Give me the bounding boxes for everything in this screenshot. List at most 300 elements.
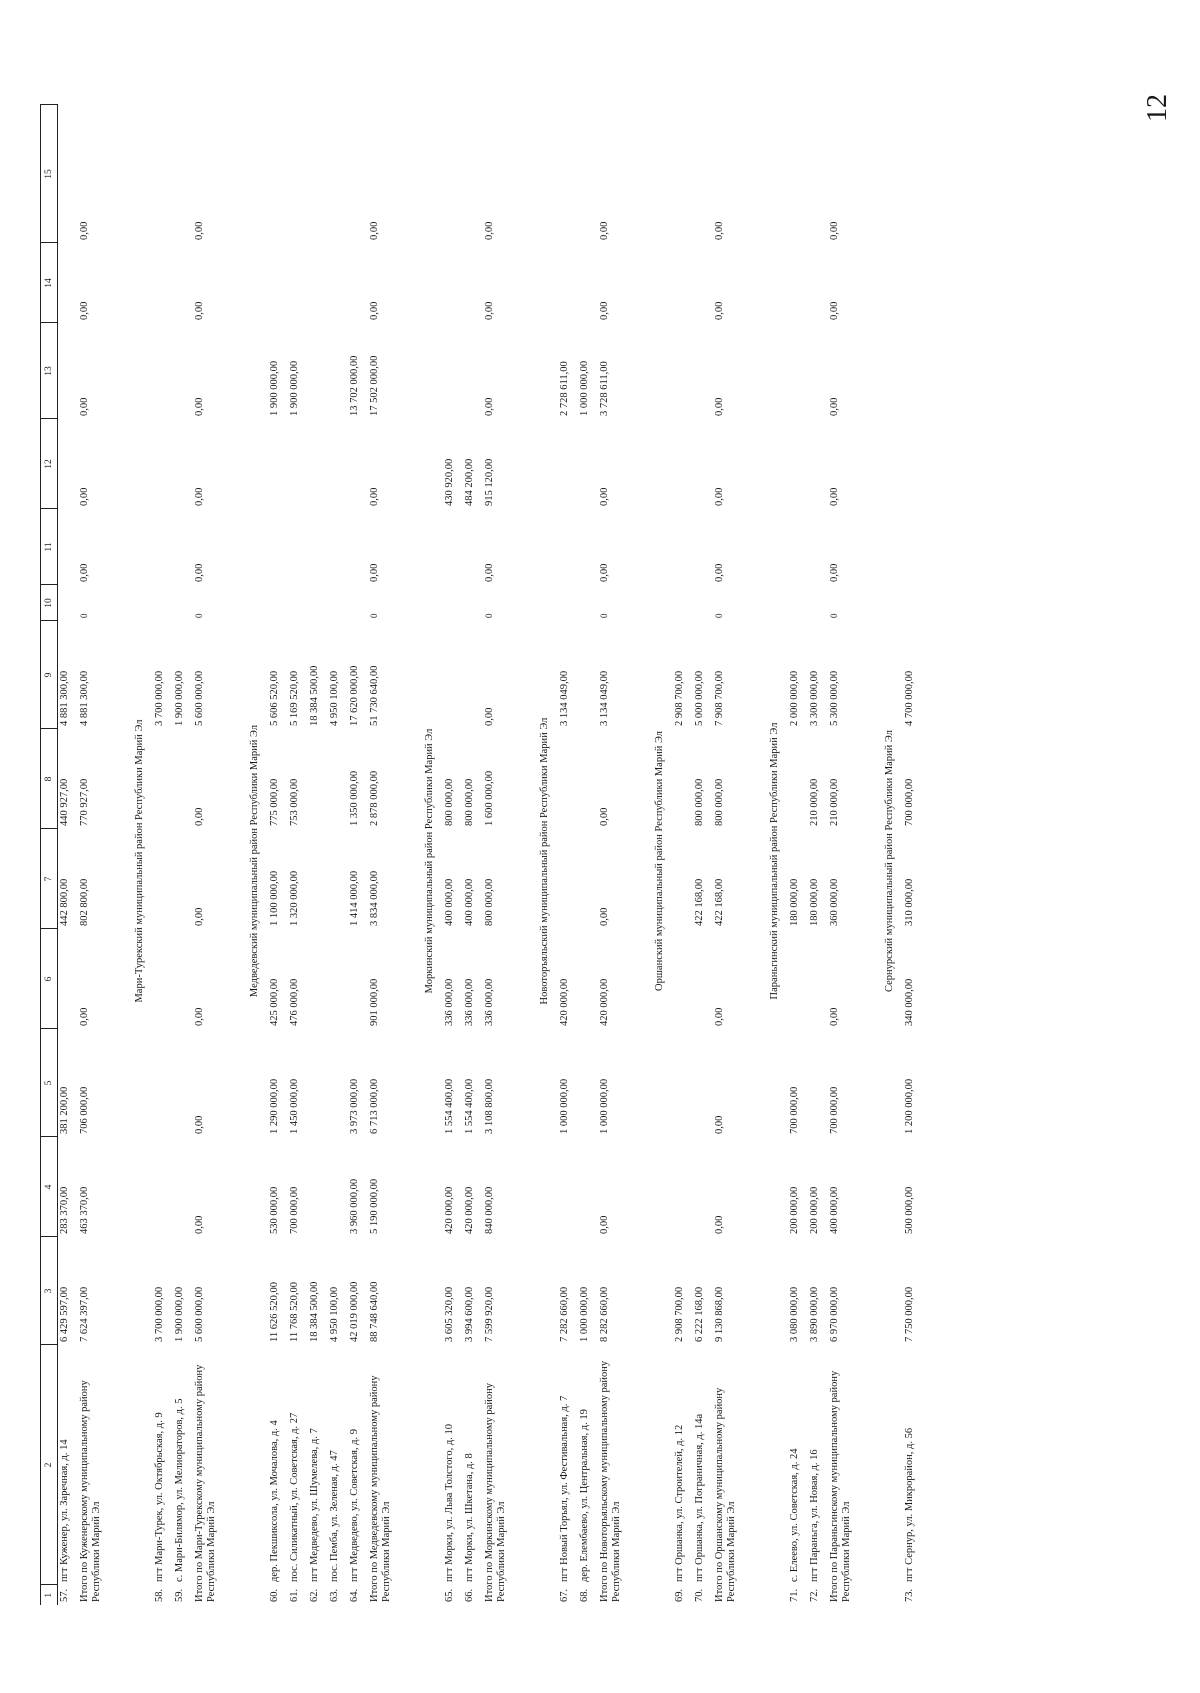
value-cell: 3 700 000,00: [154, 1286, 165, 1342]
value-cell: 800 000,00: [444, 778, 455, 826]
value-cell: 283 370,00: [59, 1186, 70, 1234]
value-cell: [58, 929, 79, 1029]
value-cell: 400 000,00: [444, 878, 455, 926]
value-cell: 336 000,00: [484, 978, 495, 1026]
value-cell: [673, 929, 693, 1029]
value-cell: 180 000,00: [809, 878, 820, 926]
address-cell: с. Елеево, ул. Советская, д. 24: [789, 1448, 800, 1582]
value-cell: 336 000,00: [444, 978, 455, 1026]
section-pad: [767, 1137, 788, 1605]
section-pad: [132, 105, 153, 585]
value-cell: [153, 1029, 173, 1137]
value-cell: 5 606 520,00: [269, 670, 280, 726]
value-cell: 18 384 500,00: [309, 665, 320, 726]
row-number: 62.: [309, 1588, 320, 1602]
value-cell: [328, 729, 348, 829]
value-cell: 0,00: [79, 487, 90, 506]
value-cell: 0,00: [714, 563, 725, 582]
section-header-row: [537, 105, 558, 1605]
value-cell: [693, 323, 713, 419]
value-cell: 3 960 000,00: [349, 1178, 360, 1234]
value-cell: [903, 509, 923, 585]
column-header: 6: [41, 929, 58, 1029]
value-cell: [673, 585, 693, 621]
value-cell: [578, 829, 598, 929]
value-cell: 0,00: [194, 221, 205, 240]
value-cell: 400 000,00: [464, 878, 475, 926]
total-row: [598, 105, 640, 1605]
value-cell: 3 134 049,00: [559, 670, 570, 726]
value-cell: 700 000,00: [789, 1086, 800, 1134]
value-cell: [443, 509, 463, 585]
value-cell: 0,00: [714, 1215, 725, 1234]
address-cell: пос. Силикатный, ул. Советская, д. 27: [289, 1412, 300, 1582]
value-cell: 1 554 400,00: [464, 1078, 475, 1134]
value-cell: [308, 323, 328, 419]
value-cell: 0,00: [714, 221, 725, 240]
row-number: 57.: [59, 1588, 70, 1602]
value-cell: [808, 323, 828, 419]
value-cell: 0,00: [79, 563, 90, 582]
value-cell: 0: [369, 613, 379, 618]
column-header: 13: [41, 323, 58, 419]
value-cell: 51 730 640,00: [369, 665, 380, 726]
value-cell: 0,00: [714, 301, 725, 320]
value-cell: 700 000,00: [904, 778, 915, 826]
address-cell: пгт Морки, ул. Льва Толстого, д. 10: [444, 1424, 455, 1582]
value-cell: [173, 729, 193, 829]
section-header-row: [767, 105, 788, 1605]
value-cell: [673, 829, 693, 929]
value-cell: [328, 243, 348, 323]
value-cell: 430 920,00: [444, 458, 455, 506]
value-cell: [808, 1029, 828, 1137]
value-cell: [308, 729, 328, 829]
row-number: 68.: [579, 1588, 590, 1602]
value-cell: 1 554 400,00: [444, 1078, 455, 1134]
table-row: [153, 105, 173, 1605]
value-cell: [173, 419, 193, 509]
value-cell: [153, 729, 173, 829]
value-cell: [173, 509, 193, 585]
table-body: [58, 105, 924, 1605]
address-cell: пгт Морки, ул. Шкетана, д. 8: [464, 1453, 475, 1582]
value-cell: 425 000,00: [269, 978, 280, 1026]
value-cell: 0,00: [194, 1115, 205, 1134]
row-number: 71.: [789, 1588, 800, 1602]
value-cell: [308, 829, 328, 929]
section-title: Оршанский муниципальный район Республики Марий Эл: [654, 731, 665, 991]
value-cell: 0,00: [79, 221, 90, 240]
value-cell: [58, 323, 79, 419]
value-cell: [173, 929, 193, 1029]
value-cell: 5 600 000,00: [194, 1286, 205, 1342]
value-cell: [578, 243, 598, 323]
value-cell: [808, 105, 828, 243]
address-cell: пгт Оршанка, ул. Пограничная, д. 14а: [694, 1413, 705, 1582]
value-cell: [558, 1137, 578, 1237]
value-cell: 420 000,00: [444, 1186, 455, 1234]
value-cell: [153, 243, 173, 323]
section-title: Сернурский муниципальный район Республики Марий Эл: [884, 730, 895, 992]
value-cell: [328, 1137, 348, 1237]
value-cell: 0,00: [599, 487, 610, 506]
value-cell: [328, 929, 348, 1029]
value-cell: 0,00: [194, 1007, 205, 1026]
address-cell: пгт Медведево, ул. Советская, д. 9: [349, 1429, 360, 1582]
page-number: 12: [1142, 94, 1173, 122]
value-cell: 6 222 168,00: [694, 1286, 705, 1342]
value-cell: [173, 105, 193, 243]
section-title: Новоторъяльский муниципальный район Республики Марий Эл: [539, 717, 550, 1005]
value-cell: [578, 621, 598, 729]
value-cell: 1 000 000,00: [599, 1078, 610, 1134]
section-pad: [882, 105, 903, 585]
value-cell: [288, 509, 308, 585]
value-cell: 800 000,00: [714, 778, 725, 826]
table-row: [348, 105, 368, 1605]
value-cell: [558, 105, 578, 243]
section-pad: [537, 105, 558, 585]
value-cell: [288, 419, 308, 509]
address-cell: пгт Оршанка, ул. Строителей, д. 12: [674, 1424, 685, 1582]
value-cell: [173, 585, 193, 621]
value-cell: [348, 929, 368, 1029]
section-pad: [132, 1137, 153, 1605]
column-header: 2: [41, 1345, 58, 1585]
table-row: [788, 105, 808, 1605]
value-cell: 381 200,00: [59, 1086, 70, 1134]
value-cell: 1 900 000,00: [174, 1286, 185, 1342]
column-header: 12: [41, 419, 58, 509]
table-row: [808, 105, 828, 1605]
value-cell: [903, 419, 923, 509]
total-label: Итого по Моркинскому муниципальному району Республики Марий Эл: [484, 1382, 508, 1602]
total-row: [828, 105, 870, 1605]
value-cell: [673, 105, 693, 243]
value-cell: [788, 585, 808, 621]
spacer: [525, 105, 537, 1605]
value-cell: 2 908 700,00: [674, 1286, 685, 1342]
value-cell: [173, 1029, 193, 1137]
spacer: [235, 105, 247, 1605]
value-cell: 11 768 520,00: [289, 1282, 300, 1342]
section-header-row: [652, 105, 673, 1605]
value-cell: 420 000,00: [464, 1186, 475, 1234]
value-cell: 0,00: [599, 563, 610, 582]
value-cell: 1 900 000,00: [174, 670, 185, 726]
value-cell: 9 130 868,00: [714, 1286, 725, 1342]
value-cell: 463 370,00: [79, 1186, 90, 1234]
address-cell: дер. Пекшиксола, ул. Мочалова, д. 4: [269, 1420, 280, 1582]
value-cell: 42 019 000,00: [349, 1281, 360, 1342]
value-cell: 0,00: [599, 301, 610, 320]
value-cell: 0,00: [194, 907, 205, 926]
value-cell: 7 599 920,00: [484, 1286, 495, 1342]
value-cell: [673, 1137, 693, 1237]
value-cell: 5 169 520,00: [289, 670, 300, 726]
value-cell: [693, 419, 713, 509]
value-cell: [308, 1029, 328, 1137]
value-cell: [693, 585, 713, 621]
value-cell: [308, 509, 328, 585]
column-header: 10: [41, 585, 58, 621]
value-cell: 4 700 000,00: [904, 670, 915, 726]
value-cell: 400 000,00: [829, 1186, 840, 1234]
value-cell: 0,00: [79, 301, 90, 320]
value-cell: 6 713 000,00: [369, 1078, 380, 1134]
value-cell: 3 994 600,00: [464, 1286, 475, 1342]
value-cell: [463, 243, 483, 323]
value-cell: 3 700 000,00: [154, 670, 165, 726]
value-cell: 1 000 000,00: [559, 1078, 570, 1134]
table-row: [558, 105, 578, 1605]
value-cell: 7 908 700,00: [714, 670, 725, 726]
value-cell: [463, 323, 483, 419]
value-cell: [463, 585, 483, 621]
total-label: Итого по Мари-Турекскому муниципальному району Республики Марий Эл: [194, 1364, 218, 1602]
value-cell: 0,00: [79, 397, 90, 416]
value-cell: 0,00: [599, 807, 610, 826]
value-cell: 840 000,00: [484, 1186, 495, 1234]
value-cell: 901 000,00: [369, 978, 380, 1026]
row-number: 58.: [154, 1588, 165, 1602]
value-cell: [328, 509, 348, 585]
column-header: 3: [41, 1237, 58, 1345]
value-cell: [808, 929, 828, 1029]
value-cell: 0,00: [194, 487, 205, 506]
value-cell: 7 624 397,00: [79, 1286, 90, 1342]
value-cell: 484 200,00: [464, 458, 475, 506]
section-pad: [422, 1137, 443, 1605]
value-cell: 3 080 000,00: [789, 1286, 800, 1342]
value-cell: 7 282 660,00: [559, 1286, 570, 1342]
value-cell: [328, 585, 348, 621]
value-cell: 0,00: [194, 1215, 205, 1234]
value-cell: 1 414 000,00: [349, 870, 360, 926]
value-cell: 0,00: [369, 487, 380, 506]
value-cell: 3 728 611,00: [599, 361, 610, 416]
value-cell: 6 970 000,00: [829, 1286, 840, 1342]
value-cell: [348, 585, 368, 621]
value-cell: [578, 1137, 598, 1237]
value-cell: 0: [484, 613, 494, 618]
value-cell: 800 000,00: [694, 778, 705, 826]
spacer: [755, 105, 767, 1605]
address-cell: пгт Медведево, ул. Шумелева, д. 7: [309, 1428, 320, 1582]
value-cell: [328, 105, 348, 243]
value-cell: [58, 585, 79, 621]
value-cell: 0,00: [194, 301, 205, 320]
total-label: Итого по Медведевскому муниципальному району Республики Марий Эл: [369, 1375, 393, 1602]
value-cell: 3 973 000,00: [349, 1078, 360, 1134]
value-cell: [268, 419, 288, 509]
value-cell: [788, 243, 808, 323]
value-cell: 17 620 000,00: [349, 665, 360, 726]
value-cell: [153, 829, 173, 929]
address-cell: пос. Пемба, ул. Зеленая, д. 47: [329, 1450, 340, 1582]
value-cell: 0,00: [599, 907, 610, 926]
table-row: [693, 105, 713, 1605]
total-row: [78, 105, 120, 1605]
section-header-row: [882, 105, 903, 1605]
value-cell: 180 000,00: [789, 878, 800, 926]
value-cell: [268, 585, 288, 621]
value-cell: 0,00: [194, 807, 205, 826]
value-cell: [693, 1029, 713, 1137]
value-cell: 775 000,00: [269, 778, 280, 826]
table-row: [268, 105, 288, 1605]
value-cell: 1 000 000,00: [579, 1286, 590, 1342]
value-cell: 1 900 000,00: [289, 360, 300, 416]
value-cell: [808, 419, 828, 509]
value-cell: 4 881 300,00: [59, 670, 70, 726]
value-cell: 5 000 000,00: [694, 670, 705, 726]
value-cell: [903, 105, 923, 243]
value-cell: 0,00: [714, 487, 725, 506]
value-cell: [58, 105, 79, 243]
value-cell: 340 000,00: [904, 978, 915, 1026]
value-cell: [173, 829, 193, 929]
section-pad: [247, 1137, 268, 1605]
value-cell: 1 320 000,00: [289, 870, 300, 926]
table-row: [308, 105, 328, 1605]
value-cell: [578, 509, 598, 585]
value-cell: [903, 323, 923, 419]
row-number: 69.: [674, 1588, 685, 1602]
section-title: Параньгинский муниципальный район Республики Марий Эл: [769, 722, 780, 1000]
value-cell: 11 626 520,00: [269, 1282, 280, 1342]
value-cell: [308, 929, 328, 1029]
value-cell: [693, 243, 713, 323]
column-header: 4: [41, 1137, 58, 1237]
value-cell: 1 900 000,00: [269, 360, 280, 416]
column-header: 8: [41, 729, 58, 829]
rotated-table-container: [40, 105, 915, 1605]
column-header: 11: [41, 509, 58, 585]
section-header-row: [132, 105, 153, 1605]
value-cell: 440 927,00: [59, 778, 70, 826]
section-title: Моркинский муниципальный район Республики Марий Эл: [424, 728, 435, 994]
value-cell: 0,00: [714, 1115, 725, 1134]
total-row: [368, 105, 410, 1605]
value-cell: 0,00: [829, 1007, 840, 1026]
spacer: [640, 105, 652, 1605]
column-header: 14: [41, 243, 58, 323]
value-cell: 0,00: [369, 221, 380, 240]
value-cell: 3 108 800,00: [484, 1078, 495, 1134]
table-row: [673, 105, 693, 1605]
value-cell: 210 000,00: [809, 778, 820, 826]
value-cell: [578, 1029, 598, 1137]
value-cell: 0,00: [369, 301, 380, 320]
value-cell: 800 000,00: [484, 878, 495, 926]
value-cell: [443, 105, 463, 243]
address-cell: пгт Новый Торъял, ул. Фестивальная, д. 7: [559, 1395, 570, 1582]
value-cell: [308, 1137, 328, 1237]
value-cell: [443, 621, 463, 729]
address-cell: пгт Параньга, ул. Новая, д. 16: [809, 1449, 820, 1582]
value-cell: [693, 929, 713, 1029]
value-cell: [558, 729, 578, 829]
value-cell: 442 800,00: [59, 878, 70, 926]
total-label: Итого по Параньгинскому муниципальному району Республики Марий Эл: [829, 1370, 853, 1602]
value-cell: 0,00: [714, 1007, 725, 1026]
address-cell: дер. Елембаево, ул. Центральная, д. 19: [579, 1409, 590, 1582]
table-row: [463, 105, 483, 1605]
value-cell: 0: [79, 613, 89, 618]
value-cell: 0,00: [714, 397, 725, 416]
row-number: 67.: [559, 1588, 570, 1602]
value-cell: 200 000,00: [789, 1186, 800, 1234]
value-cell: [673, 509, 693, 585]
value-cell: [578, 585, 598, 621]
value-cell: [328, 1029, 348, 1137]
value-cell: [348, 243, 368, 323]
value-cell: [58, 419, 79, 509]
address-cell: пгт Сернур, ул. Микрорайон, д. 56: [904, 1427, 915, 1582]
value-cell: 422 168,00: [714, 878, 725, 926]
section-pad: [652, 105, 673, 585]
value-cell: 5 300 000,00: [829, 670, 840, 726]
value-cell: [808, 509, 828, 585]
value-cell: [808, 243, 828, 323]
value-cell: 2 000 000,00: [789, 670, 800, 726]
value-cell: [153, 323, 173, 419]
value-cell: 18 384 500,00: [309, 1281, 320, 1342]
section-title: Мари-Турекский муниципальный район Республики Марий Эл: [134, 719, 145, 1003]
value-cell: [673, 323, 693, 419]
value-cell: 0,00: [194, 397, 205, 416]
value-cell: 17 502 000,00: [369, 355, 380, 416]
value-cell: [328, 829, 348, 929]
value-cell: 0,00: [369, 563, 380, 582]
value-cell: 0,00: [194, 563, 205, 582]
value-cell: 0,00: [484, 301, 495, 320]
value-cell: 0: [599, 613, 609, 618]
value-cell: 0,00: [829, 221, 840, 240]
value-cell: 3 605 320,00: [444, 1286, 455, 1342]
value-cell: [578, 419, 598, 509]
value-cell: [578, 729, 598, 829]
value-cell: 3 134 049,00: [599, 670, 610, 726]
value-cell: [693, 105, 713, 243]
table-row: [173, 105, 193, 1605]
section-pad: [537, 1137, 558, 1605]
value-cell: 2 728 611,00: [559, 361, 570, 416]
value-cell: 310 000,00: [904, 878, 915, 926]
value-cell: [153, 929, 173, 1029]
address-cell: с. Мари-Билямор, ул. Мелиораторов, д. 5: [174, 1398, 185, 1582]
value-cell: [288, 585, 308, 621]
section-pad: [422, 105, 443, 585]
value-cell: [673, 243, 693, 323]
value-cell: 0,00: [484, 563, 495, 582]
value-cell: 3 834 000,00: [369, 870, 380, 926]
row-number: 64.: [349, 1588, 360, 1602]
value-cell: 1 600 000,00: [484, 770, 495, 826]
address-cell: пгт Куженер, ул. Заречная, д. 14: [59, 1439, 70, 1582]
value-cell: [308, 243, 328, 323]
value-cell: 1 450 000,00: [289, 1078, 300, 1134]
value-cell: [788, 323, 808, 419]
address-cell: пгт Мари-Турек, ул. Октябрьская, д. 9: [154, 1412, 165, 1582]
value-cell: [153, 105, 173, 243]
value-cell: [308, 419, 328, 509]
value-cell: [443, 243, 463, 323]
table-row: [328, 105, 348, 1605]
value-cell: [693, 1137, 713, 1237]
